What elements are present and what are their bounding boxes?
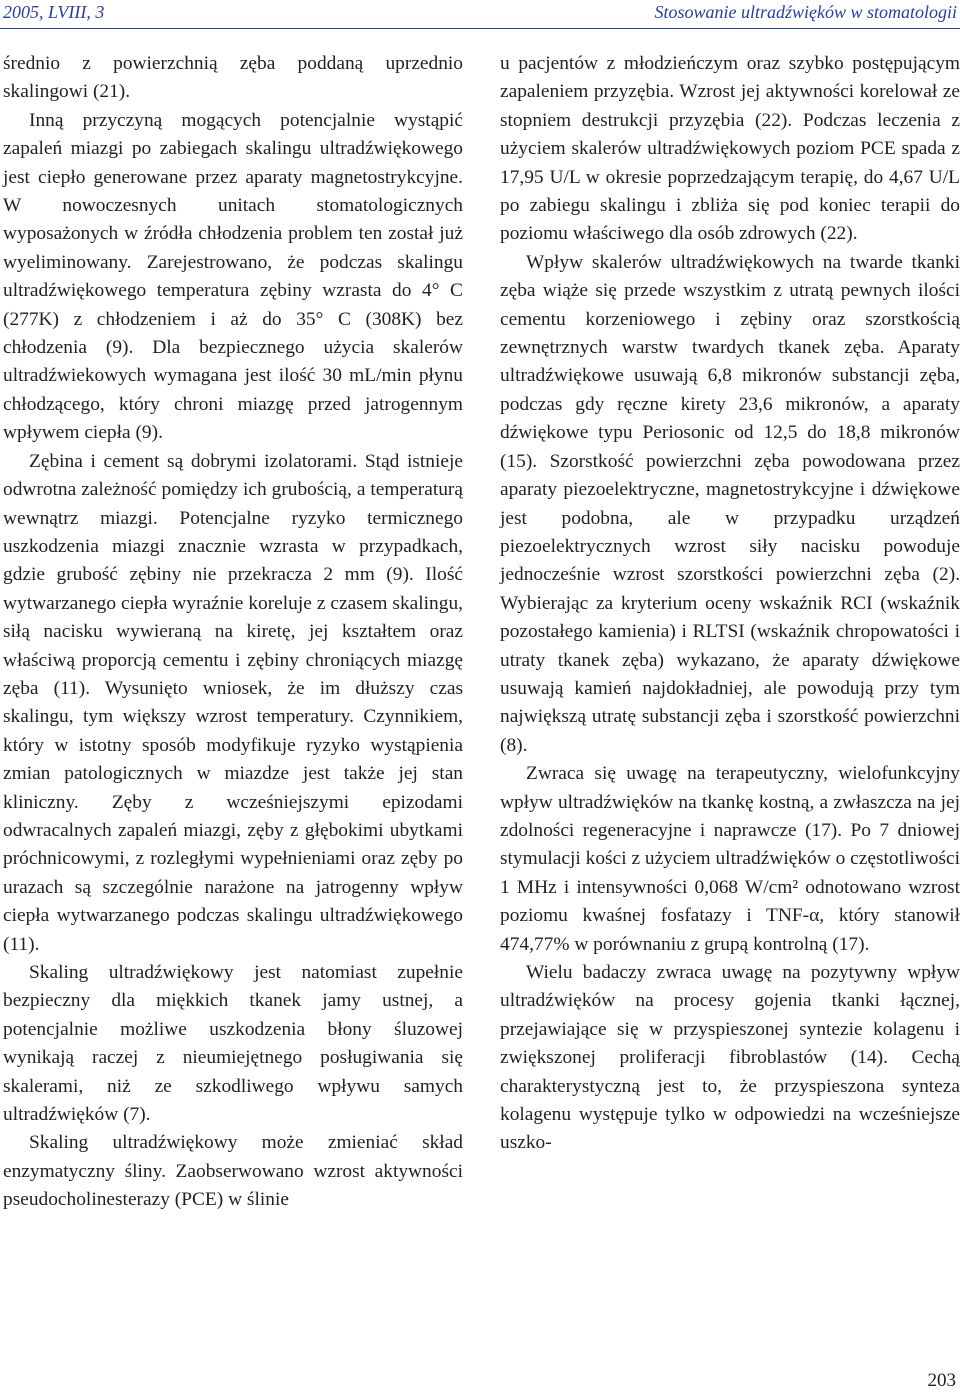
page-number: 203 xyxy=(927,1370,956,1391)
paragraph: Inną przyczyną mogących potencjalnie wystąpić zapaleń miazgi po zabiegach skalingu ultradźwiękowego jest ciepło generowane przez aparaty magnetostrykcyjne. W nowoczesnych unitach stomatologicznych wyposażonych w źródła chłodzenia problem ten został już wyeliminowany. Zarejestrowano, że podczas skalingu ultradźwiękowego temperatura zębiny wzrasta do 4° C (277K) z chłodzeniem i aż do 35° C (308K) bez chłodzenia (9). Dla bezpiecznego użycia skalerów ultradźwiekowych wymagana jest ilość 30 mL/min płynu chłodzącego, który chroni miazgę przed jatrogennym wpływem ciepła (9). xyxy=(3,109,463,444)
paragraph: Wielu badaczy zwraca uwagę na pozytywny wpływ ultradźwięków na procesy gojenia tkanki łącznej, przejawiające się w przyspieszonej syntezie kolagenu i zwiększonej proliferacji fibroblastów (14). Cechą charakterystyczną jest to, że przyspieszona synteza kolagenu występuje tylko w odpowiedzi na wcześniejsze uszko- xyxy=(500,962,960,1154)
running-header xyxy=(0,0,960,30)
paragraph: Wpływ skalerów ultradźwiękowych na twarde tkanki zęba wiąże się przede wszystkim z utratą pewnych ilości cementu korzeniowego i zębiny oraz szorstkością zewnętrznych warstw twardych tkanek zęba. Aparaty ultradźwiękowe usuwają 6,8 mikronów substancji zęba, podczas gdy ręczne kirety 23,6 mikronów, a aparaty dźwiękowe typu Periosonic od 12,5 do 18,8 mikronów (15). Szorstkość powierzchni zęba powodowana przez aparaty piezoelektryczne, magnetostrykcyjne i dźwiękowe jest podobna, ale w przypadku urządzeń piezoelektrycznych wzrost siły nacisku powoduje jednocześnie wzrost szorstkości powierzchni zęba (2). Wybierając za kryterium oceny wskaźnik RCI (wskaźnik pozostałego kamienia) i RLTSI (wskaźnik chropowatości i utraty tkanek zęba) wykazano, że aparaty dźwiękowe usuwają kamień najdokładniej, ale powodują przy tym największą utratę substancji zęba i szorstkość powierzchni (8). xyxy=(500,251,960,756)
journal-issue: 2005, LVIII, 3 xyxy=(3,2,105,22)
paragraph: Zębina i cement są dobrymi izolatorami. Stąd istnieje odwrotna zależność pomiędzy ich grubością, a temperaturą wewnątrz miazgi. Potencjalne ryzyko termicznego uszkodzenia miazgi znacznie wzrasta w przypadkach, gdzie grubość zębiny nie przekracza 2 mm (9). Ilość wytwarzanego ciepła wyraźnie koreluje z czasem skalingu, siłą nacisku wywieraną na kiretę, jej kształtem oraz właściwą proporcją cementu i zębiny chroniących miazgę zęba (11). Wysunięto wniosek, że im dłuższy czas skalingu, tym większy wzrost temperatury. Czynnikiem, który w istotny sposób modyfikuje ryzyko wystąpienia zmian patologicznych w miazdze jest także jej stan kliniczny. Zęby z wcześniejszymi epizodami odwracalnych zapaleń miazgi, zęby z głębokimi ubytkami próchnicowymi, z rozległymi wypełnieniami oraz zęby po urazach są szczególnie narażone na jatrogenny wpływ ciepła wytwarzanego podczas skalingu ultradźwiękowego (11). xyxy=(3,450,463,955)
paragraph: średnio z powierzchnią zęba poddaną uprzednio skalingowi (21). xyxy=(3,53,463,103)
paragraph: Skaling ultradźwiękowy jest natomiast zupełnie bezpieczny dla miękkich tkanek jamy ustnej, a potencjalnie możliwe uszkodzenia błony śluzowej wynikają raczej z nieumiejętnego posługiwania się skalerami, niż ze szkodliwego wpływu samych ultradźwięków (7). xyxy=(3,962,463,1126)
right-column xyxy=(500,50,960,1158)
header-rule xyxy=(0,28,960,29)
article-running-title: Stosowanie ultradźwięków w stomatologii xyxy=(654,2,957,22)
paragraph: Zwraca się uwagę na terapeutyczny, wielofunkcyjny wpływ ultradźwięków na tkankę kostną, a zwłaszcza na jej zdolności regeneracyjne i naprawcze (17). Po 7 dniowej stymulacji kości z użyciem ultradźwięków o częstotliwości 1 MHz i intensywności 0,068 W/cm² odnotowano wzrost poziomu kwaśnej fosfatazy i TNF-α, który stanowił 474,77% w porównaniu z grupą kontrolną (17). xyxy=(500,763,960,955)
paragraph: Skaling ultradźwiękowy może zmieniać skład enzymatyczny śliny. Zaobserwowano wzrost aktywności pseudocholinesterazy (PCE) w ślinie xyxy=(3,1132,463,1211)
paragraph: u pacjentów z młodzieńczym oraz szybko postępującym zapaleniem przyzębia. Wzrost jej aktywności korelował ze stopniem destrukcji przyzębia (22). Podczas leczenia z użyciem skalerów ultradźwiękowych poziom PCE spada z 17,95 U/L w okresie poprzedzającym terapię, do 4,67 U/L po zabiegu skalingu i zbliża się pod koniec terapii do poziomu właściwego dla osób zdrowych (22). xyxy=(500,53,960,245)
left-column xyxy=(3,50,463,1215)
